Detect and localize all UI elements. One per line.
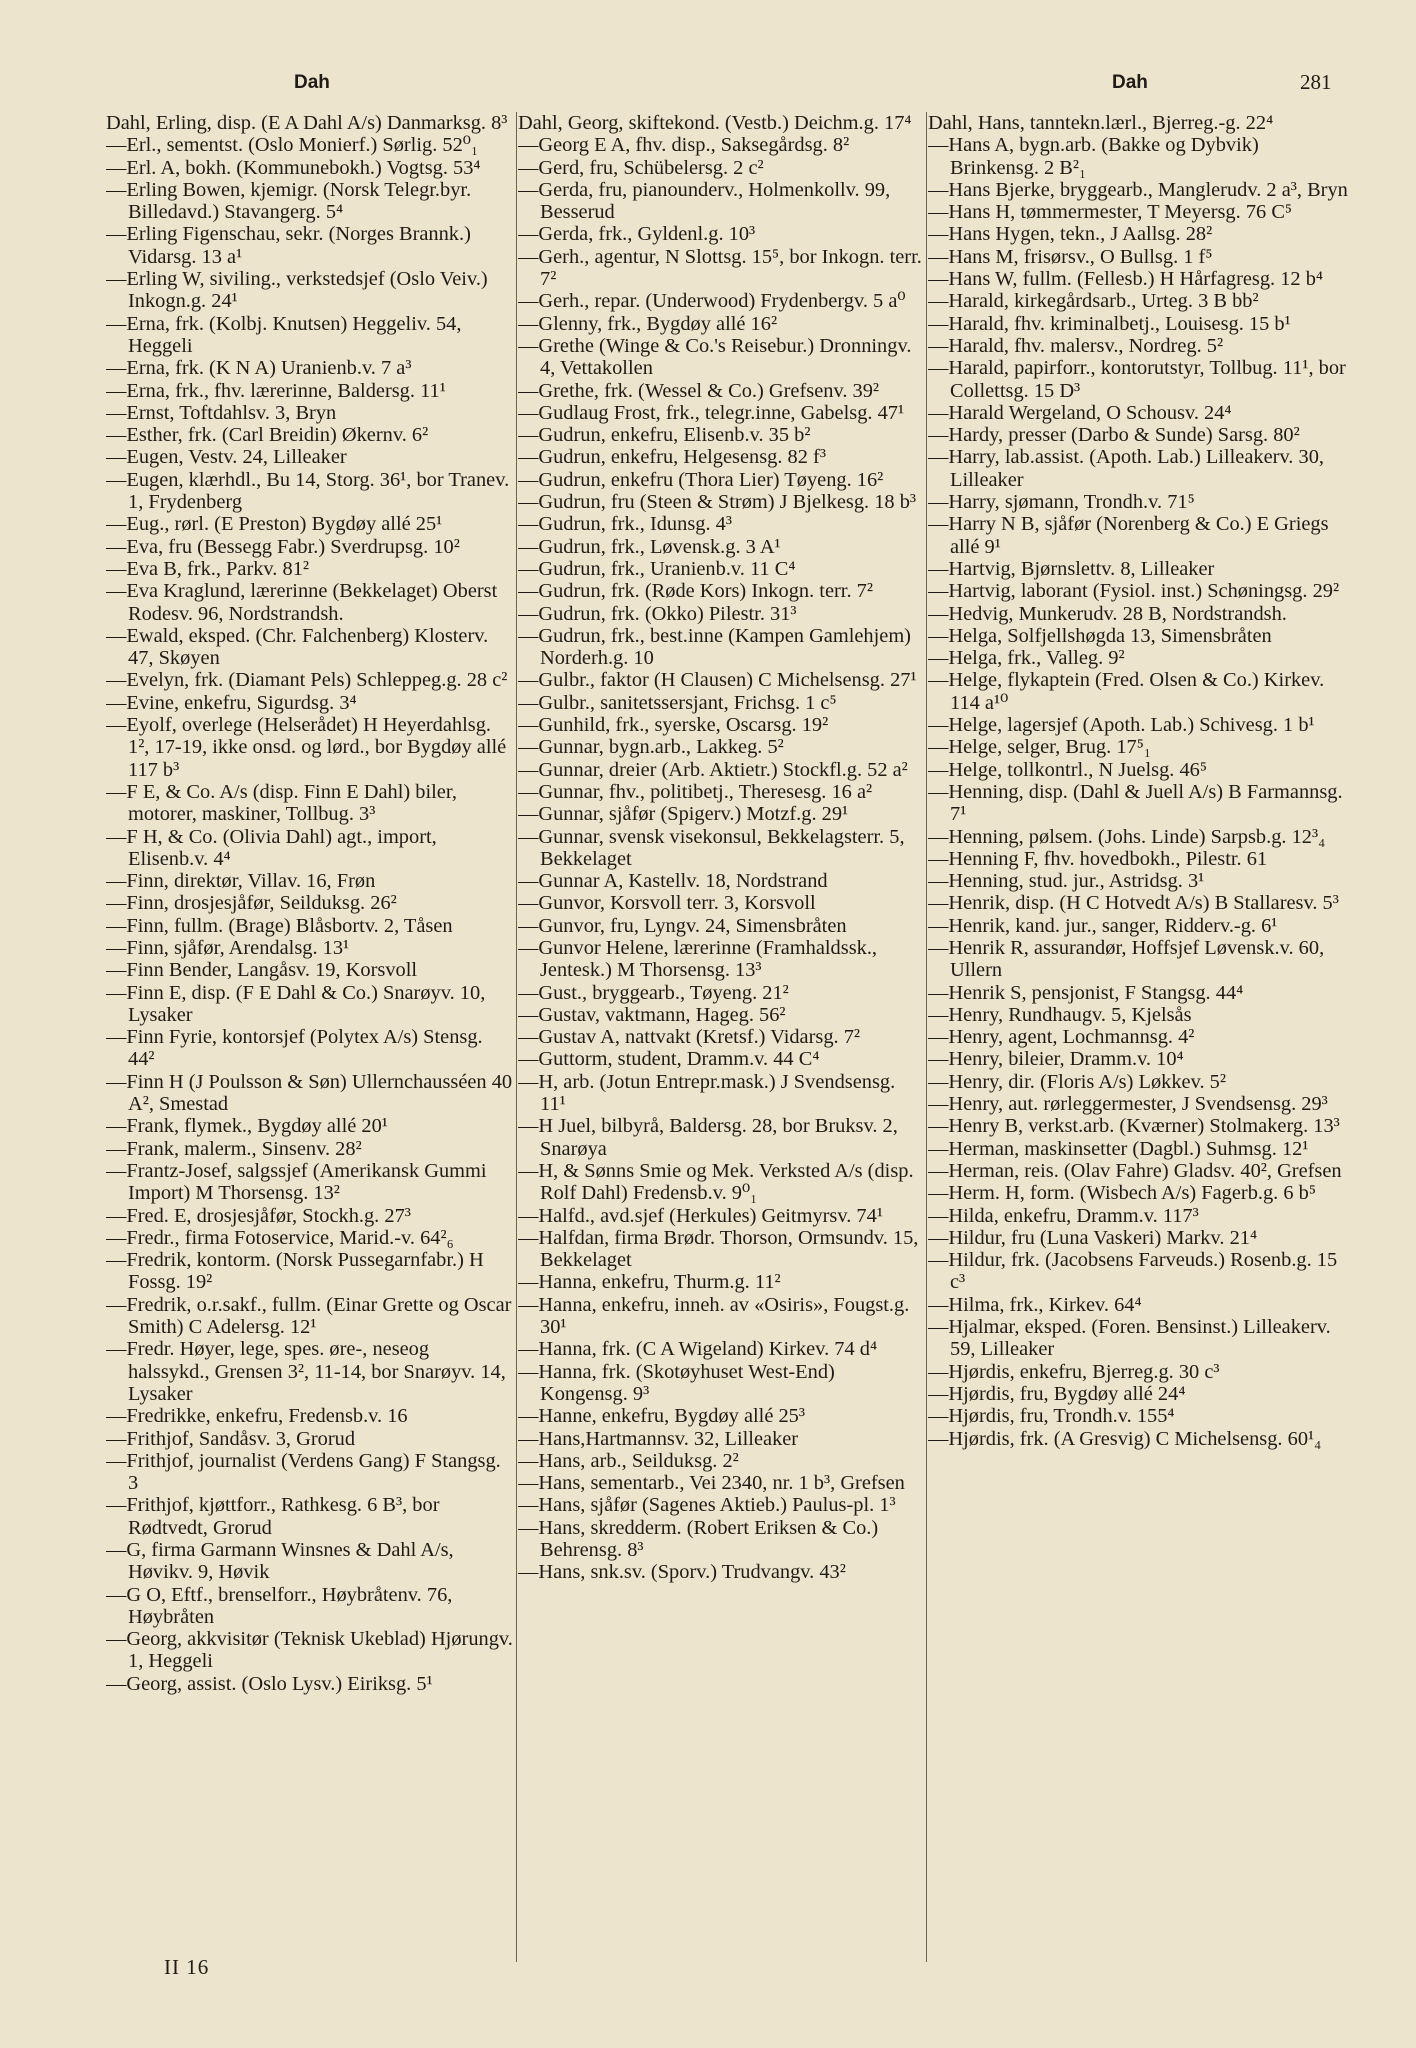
directory-column-2	[518, 112, 926, 1972]
directory-entry: —Frank, malerm., Sinsenv. 28²	[106, 1137, 362, 1160]
directory-entry: —Georg, akkvisitør (Teknisk Ukeblad) Hjørungv. 1, Heggeli	[106, 1628, 513, 1673]
directory-entry: —Georg, assist. (Oslo Lysv.) Eiriksg. 5¹	[106, 1672, 433, 1695]
directory-entry: —Gerh., repar. (Underwood) Frydenbergv. 5 a⁰	[518, 290, 906, 313]
page-number: 281	[1300, 70, 1332, 94]
directory-entry: —Henning, disp. (Dahl & Juell A/s) B Farmannsg. 7¹	[928, 780, 1343, 826]
directory-entry: —Esther, frk. (Carl Breidin) Økernv. 6²	[106, 424, 429, 447]
directory-entry: —Eva Kraglund, lærerinne (Bekkelaget) Oberst Rodesv. 96, Nordstrandsh.	[106, 580, 498, 625]
directory-entry: —H, arb. (Jotun Entrepr.mask.) J Svendsensg. 11¹	[518, 1070, 896, 1116]
directory-entry: —Hans, snk.sv. (Sporv.) Trudvangv. 43²	[518, 1561, 846, 1584]
directory-entry: —Harald, fhv. malersv., Nordreg. 5²	[928, 334, 1224, 357]
directory-entry: —Erl., sementst. (Oslo Monierf.) Sørlig. 52⁰₁	[106, 134, 479, 157]
directory-entry: Dahl, Erling, disp. (E A Dahl A/s) Danmarksg. 8³	[106, 112, 508, 134]
directory-entry: —Erna, frk. (Kolbj. Knutsen) Heggeliv. 54, Heggeli	[106, 312, 462, 357]
directory-entry: —Harald, fhv. kriminalbetj., Louisesg. 15 b¹	[928, 312, 1291, 335]
directory-entry: —Finn, drosjesjåfør, Seilduksg. 26²	[106, 892, 397, 915]
directory-entry: —Grethe, frk. (Wessel & Co.) Grefsenv. 39²	[518, 379, 880, 402]
directory-entry: —Fredrik, o.r.sakf., fullm. (Einar Grette og Oscar Smith) C Adelersg. 12¹	[106, 1293, 512, 1339]
directory-entry: —Hjørdis, fru, Trondh.v. 155⁴	[928, 1405, 1175, 1428]
running-header-right: Dah	[1112, 72, 1148, 93]
signature-mark: II 16	[164, 1955, 210, 1979]
directory-entry: —Gudrun, frk. (Okko) Pilestr. 31³	[518, 602, 797, 625]
directory-column-1	[106, 112, 514, 1972]
directory-entry: —Harald, papirforr., kontorutstyr, Tollbug. 11¹, bor Collettsg. 15 D³	[928, 357, 1346, 402]
column-divider	[516, 112, 517, 1962]
directory-entry: —Eva B, frk., Parkv. 81²	[106, 557, 309, 580]
directory-entry: —Frithjof, kjøttforr., Rathkesg. 6 B³, bor Rødtvedt, Grorud	[106, 1494, 440, 1539]
directory-column-3	[928, 112, 1352, 1972]
directory-entry: —Hilma, frk., Kirkev. 64⁴	[928, 1293, 1142, 1316]
directory-entry: —Gudrun, frk., Uranienb.v. 11 C⁴	[518, 557, 796, 580]
directory-entry: —Erna, frk., fhv. lærerinne, Baldersg. 11¹	[106, 379, 446, 402]
directory-entry: —Hjalmar, eksped. (Foren. Bensinst.) Lilleakerv. 59, Lilleaker	[928, 1316, 1331, 1361]
directory-entry: —Eugen, klærhdl., Bu 14, Storg. 36¹, bor Tranev. 1, Frydenberg	[106, 468, 510, 514]
directory-entry: —Henrik, kand. jur., sanger, Ridderv.-g. 6¹	[928, 914, 1278, 937]
directory-entry: —Gerda, fru, pianounderv., Holmenkollv. 99, Besserud	[518, 178, 891, 224]
column-divider	[926, 112, 927, 1962]
directory-entry: —Henrik S, pensjonist, F Stangsg. 44⁴	[928, 981, 1244, 1004]
directory-entry: —Erling W, siviling., verkstedsjef (Oslo Veiv.) Inkogn.g. 24¹	[106, 268, 488, 313]
directory-entry: —Henry, dir. (Floris A/s) Løkkev. 5²	[928, 1070, 1226, 1093]
directory-entry: —Hildur, frk. (Jacobsens Farveuds.) Rosenb.g. 15 c³	[928, 1249, 1338, 1294]
directory-entry: —Gudrun, fru (Steen & Strøm) J Bjelkesg. 18 b³	[518, 491, 917, 514]
directory-entry: —Glenny, frk., Bygdøy allé 16²	[518, 312, 778, 335]
directory-entry: —Finn, direktør, Villav. 16, Frøn	[106, 870, 376, 893]
directory-entry: —G O, Eftf., brenselforr., Høybråtenv. 76, Høybråten	[106, 1583, 453, 1628]
directory-entry: —Hans, skredderm. (Robert Eriksen & Co.) Behrensg. 8³	[518, 1516, 879, 1561]
directory-entry: —Eug., rørl. (E Preston) Bygdøy allé 25¹	[106, 513, 443, 536]
directory-entry: —Harald, kirkegårdsarb., Urteg. 3 B bb²	[928, 290, 1259, 313]
directory-entry: —Hildur, fru (Luna Vaskeri) Markv. 21⁴	[928, 1226, 1258, 1249]
directory-entry: —Hartvig, Bjørnslettv. 8, Lilleaker	[928, 557, 1215, 580]
directory-entry: —Hans A, bygn.arb. (Bakke og Dybvik) Brinkensg. 2 B²₁	[928, 134, 1259, 179]
directory-entry: —Hans W, fullm. (Fellesb.) H Hårfagresg. 12 b⁴	[928, 268, 1324, 291]
directory-entry: —Henning, stud. jur., Astridsg. 3¹	[928, 870, 1205, 893]
directory-entry: —Henning, pølsem. (Johs. Linde) Sarpsb.g. 12³₄	[928, 825, 1326, 848]
directory-entry: —Gustav A, nattvakt (Kretsf.) Vidarsg. 7²	[518, 1026, 861, 1049]
directory-entry: —Hans,Hartmannsv. 32, Lilleaker	[518, 1427, 799, 1450]
directory-entry: —Frantz-Josef, salgssjef (Amerikansk Gummi Import) M Thorsensg. 13²	[106, 1159, 487, 1205]
directory-entry: —Henrik R, assurandør, Hoffsjef Løvensk.v. 60, Ullern	[928, 936, 1325, 982]
directory-entry: —F E, & Co. A/s (disp. Finn E Dahl) biler, motorer, maskiner, Tollbug. 3³	[106, 780, 457, 826]
directory-entry: —Eyolf, overlege (Helserådet) H Heyerdahlsg. 1², 17-19, ikke onsd. og lørd., bor Bygdøy allé 117 b³	[106, 714, 507, 781]
directory-entry: —Gunnar, fhv., politibetj., Theresesg. 16 a²	[518, 780, 873, 803]
directory-entry: —Hedvig, Munkerudv. 28 B, Nordstrandsh.	[928, 602, 1287, 625]
directory-entry: —Gudrun, frk., Idunsg. 4³	[518, 513, 732, 536]
directory-entry: —Gudrun, frk., Løvensk.g. 3 A¹	[518, 535, 781, 558]
directory-entry: —Erna, frk. (K N A) Uranienb.v. 7 a³	[106, 357, 412, 380]
directory-entry: —Frithjof, journalist (Verdens Gang) F Stangsg. 3	[106, 1449, 501, 1495]
directory-entry: —Gulbr., sanitetssersjant, Frichsg. 1 c⁵	[518, 691, 837, 714]
directory-entry: —Henry, Rundhaugv. 5, Kjelsås	[928, 1003, 1192, 1026]
directory-entry: —Gunnar, dreier (Arb. Aktietr.) Stockfl.g. 52 a²	[518, 758, 908, 781]
directory-entry: —Hans, arb., Seilduksg. 2²	[518, 1449, 739, 1472]
directory-entry: —Gerd, fru, Schübelersg. 2 c²	[518, 156, 764, 179]
directory-entry: —Henrik, disp. (H C Hotvedt A/s) B Stallaresv. 5³	[928, 892, 1339, 915]
directory-entry: —Gerda, frk., Gyldenl.g. 10³	[518, 223, 756, 246]
directory-entry: —Hardy, presser (Darbo & Sunde) Sarsg. 80²	[928, 424, 1300, 447]
directory-entry: —Hjørdis, enkefru, Bjerreg.g. 30 c³	[928, 1360, 1220, 1383]
directory-entry: —Henning F, fhv. hovedbokh., Pilestr. 61	[928, 847, 1268, 870]
directory-entry: —Erl. A, bokh. (Kommunebokh.) Vogtsg. 53⁴	[106, 156, 481, 179]
directory-entry: —Ewald, eksped. (Chr. Falchenberg) Klosterv. 47, Skøyen	[106, 624, 489, 670]
directory-entry: —Guttorm, student, Dramm.v. 44 C⁴	[518, 1048, 820, 1071]
directory-entry: —Gust., bryggearb., Tøyeng. 21²	[518, 981, 789, 1004]
directory-entry: —Gunnar A, Kastellv. 18, Nordstrand	[518, 870, 828, 893]
directory-entry: —Gunnar, bygn.arb., Lakkeg. 5²	[518, 736, 784, 759]
directory-entry: —Evine, enkefru, Sigurdsg. 3⁴	[106, 691, 357, 714]
directory-entry: —Finn H (J Poulsson & Søn) Ullernchausséen 40 A², Smestad	[106, 1070, 513, 1116]
directory-entry: —Herman, maskinsetter (Dagbl.) Suhmsg. 12¹	[928, 1137, 1309, 1160]
directory-entry: —Henry, agent, Lochmannsg. 4²	[928, 1026, 1195, 1049]
directory-entry: —Georg E A, fhv. disp., Saksegårdsg. 8²	[518, 134, 850, 157]
directory-entry: —Hans, sjåfør (Sagenes Aktieb.) Paulus-pl. 1³	[518, 1494, 896, 1517]
directory-entry: —Gudlaug Frost, frk., telegr.inne, Gabelsg. 47¹	[518, 401, 905, 424]
directory-entry: —Helge, selger, Brug. 17⁵₁	[928, 736, 1151, 759]
directory-entry: —Hans H, tømmermester, T Meyersg. 76 C⁵	[928, 201, 1293, 224]
directory-entry: —Herman, reis. (Olav Fahre) Gladsv. 40², Grefsen	[928, 1159, 1342, 1182]
directory-entry: —Finn E, disp. (F E Dahl & Co.) Snarøyv. 10, Lysaker	[106, 981, 486, 1026]
directory-entry: Dahl, Georg, skiftekond. (Vestb.) Deichm.g. 17⁴	[518, 112, 912, 134]
directory-entry: —F H, & Co. (Olivia Dahl) agt., import, Elisenb.v. 4⁴	[106, 825, 437, 870]
directory-entry: —Fredrikke, enkefru, Fredensb.v. 16	[106, 1405, 408, 1428]
directory-entry: —Hjørdis, fru, Bygdøy allé 24⁴	[928, 1382, 1186, 1405]
directory-entry: —Henry, aut. rørleggermester, J Svendsensg. 29³	[928, 1093, 1328, 1116]
directory-entry: —Hans Bjerke, bryggearb., Manglerudv. 2 a³, Bryn	[928, 178, 1348, 201]
directory-entry: —H Juel, bilbyrå, Baldersg. 28, bor Bruksv. 2, Snarøya	[518, 1115, 898, 1160]
directory-entry: —Fredrik, kontorm. (Norsk Pussegarnfabr.) H Fossg. 19²	[106, 1249, 484, 1294]
directory-entry: —Gudrun, frk. (Røde Kors) Inkogn. terr. 7²	[518, 580, 873, 603]
directory-entry: —Hanna, frk. (Skotøyhuset West-End) Kongensg. 9³	[518, 1360, 835, 1405]
directory-entry: —Ernst, Toftdahlsv. 3, Bryn	[106, 401, 337, 424]
directory-entry: —Helga, frk., Valleg. 9²	[928, 647, 1125, 670]
directory-entry: —Hanne, enkefru, Bygdøy allé 25³	[518, 1405, 805, 1428]
directory-entry: —Gudrun, enkefru (Thora Lier) Tøyeng. 16²	[518, 468, 884, 491]
directory-entry: —Gudrun, frk., best.inne (Kampen Gamlehjem) Norderh.g. 10	[518, 624, 911, 670]
directory-entry: —Halfdan, firma Brødr. Thorson, Ormsundv. 15, Bekkelaget	[518, 1226, 919, 1272]
directory-entry: —Grethe (Winge & Co.'s Reisebur.) Dronningv. 4, Vettakollen	[518, 334, 912, 380]
directory-entry: —Harald Wergeland, O Schousv. 24⁴	[928, 401, 1232, 424]
directory-entry: —Gerh., agentur, N Slottsg. 15⁵, bor Inkogn. terr. 7²	[518, 245, 922, 291]
directory-entry: —Hans Hygen, tekn., J Aallsg. 28²	[928, 223, 1213, 246]
directory-entry: —G, firma Garmann Winsnes & Dahl A/s, Høvikv. 9, Høvik	[106, 1539, 454, 1584]
directory-entry: —Gunvor Helene, lærerinne (Framhaldssk., Jentesk.) M Thorsensg. 13³	[518, 936, 878, 982]
directory-entry: —Harry, sjømann, Trondh.v. 71⁵	[928, 491, 1195, 514]
directory-entry: —Gunnar, sjåfør (Spigerv.) Motzf.g. 29¹	[518, 803, 849, 826]
directory-entry: —Hjørdis, frk. (A Gresvig) C Michelsensg. 60¹₄	[928, 1427, 1322, 1450]
directory-entry: —Erling Figenschau, sekr. (Norges Brannk.) Vidarsg. 13 a¹	[106, 223, 471, 268]
directory-entry: —Gunvor, Korsvoll terr. 3, Korsvoll	[518, 892, 816, 915]
directory-entry: —Gustav, vaktmann, Hageg. 56²	[518, 1003, 786, 1026]
directory-entry: —Fred. E, drosjesjåfør, Stockh.g. 27³	[106, 1204, 411, 1227]
directory-entry: —Henry, bileier, Dramm.v. 10⁴	[928, 1048, 1184, 1071]
directory-entry: —Gudrun, enkefru, Helgesensg. 82 f³	[518, 446, 826, 469]
directory-entry: —Helga, Solfjellshøgda 13, Simensbråten	[928, 624, 1272, 647]
directory-entry: —Evelyn, frk. (Diamant Pels) Schleppeg.g. 28 c²	[106, 669, 508, 692]
directory-entry: —Hanna, enkefru, Thurm.g. 11²	[518, 1271, 781, 1294]
directory-entry: —Hartvig, laborant (Fysiol. inst.) Schøningsg. 29²	[928, 580, 1340, 603]
directory-entry: —Frank, flymek., Bygdøy allé 20¹	[106, 1115, 388, 1138]
directory-entry: —Gunnar, svensk visekonsul, Bekkelagsterr. 5, Bekkelaget	[518, 825, 905, 870]
directory-entry: —Finn, sjåfør, Arendalsg. 13¹	[106, 936, 350, 959]
directory-entry: —Helge, lagersjef (Apoth. Lab.) Schivesg. 1 b¹	[928, 714, 1315, 737]
directory-entry: —Gudrun, enkefru, Elisenb.v. 35 b²	[518, 424, 811, 447]
directory-entry: —Herm. H, form. (Wisbech A/s) Fagerb.g. 6 b⁵	[928, 1182, 1316, 1205]
directory-entry: —Harry, lab.assist. (Apoth. Lab.) Lilleakerv. 30, Lilleaker	[928, 446, 1324, 491]
directory-entry: —Hanna, enkefru, inneh. av «Osiris», Fougst.g. 30¹	[518, 1293, 910, 1339]
directory-entry: —Helge, flykaptein (Fred. Olsen & Co.) Kirkev. 114 a¹⁰	[928, 669, 1325, 714]
directory-entry: —Finn, fullm. (Brage) Blåsbortv. 2, Tåsen	[106, 914, 453, 937]
directory-entry: —Hanna, frk. (C A Wigeland) Kirkev. 74 d⁴	[518, 1338, 878, 1361]
directory-entry: —Hilda, enkefru, Dramm.v. 117³	[928, 1204, 1199, 1227]
directory-entry: —Erling Bowen, kjemigr. (Norsk Telegr.byr. Billedavd.) Stavangerg. 5⁴	[106, 178, 472, 224]
directory-entry: —Finn Fyrie, kontorsjef (Polytex A/s) Stensg. 44²	[106, 1026, 483, 1071]
directory-entry: —Halfd., avd.sjef (Herkules) Geitmyrsv. 74¹	[518, 1204, 883, 1227]
running-header-left: Dah	[294, 72, 330, 93]
directory-entry: —Henry B, verkst.arb. (Kværner) Stolmakerg. 13³	[928, 1115, 1340, 1138]
directory-entry: —H, & Sønns Smie og Mek. Verksted A/s (disp. Rolf Dahl) Fredensb.v. 9⁰₁	[518, 1159, 914, 1205]
directory-entry: —Fredr. Høyer, lege, spes. øre-, neseog halssykd., Grensen 3², 11-14, bor Snarøyv. 14, Lysaker	[106, 1338, 506, 1405]
directory-entry: —Harry N B, sjåfør (Norenberg & Co.) E Griegs allé 9¹	[928, 513, 1329, 558]
directory-entry: —Eva, fru (Bessegg Fabr.) Sverdrupsg. 10²	[106, 535, 460, 558]
directory-entry: —Finn Bender, Langåsv. 19, Korsvoll	[106, 959, 418, 982]
directory-entry: —Fredr., firma Fotoservice, Marid.-v. 64²₆	[106, 1226, 454, 1249]
directory-entry: —Hans, sementarb., Vei 2340, nr. 1 b³, Grefsen	[518, 1472, 905, 1495]
directory-entry: Dahl, Hans, tanntekn.lærl., Bjerreg.-g. 22⁴	[928, 112, 1274, 134]
directory-entry: —Gunhild, frk., syerske, Oscarsg. 19²	[518, 714, 829, 737]
directory-entry: —Eugen, Vestv. 24, Lilleaker	[106, 446, 347, 469]
directory-entry: —Gulbr., faktor (H Clausen) C Michelsensg. 27¹	[518, 669, 917, 692]
directory-entry: —Hans M, frisørsv., O Bullsg. 1 f⁵	[928, 245, 1213, 268]
directory-entry: —Frithjof, Sandåsv. 3, Grorud	[106, 1427, 356, 1450]
directory-entry: —Helge, tollkontrl., N Juelsg. 46⁵	[928, 758, 1207, 781]
directory-entry: —Gunvor, fru, Lyngv. 24, Simensbråten	[518, 914, 847, 937]
